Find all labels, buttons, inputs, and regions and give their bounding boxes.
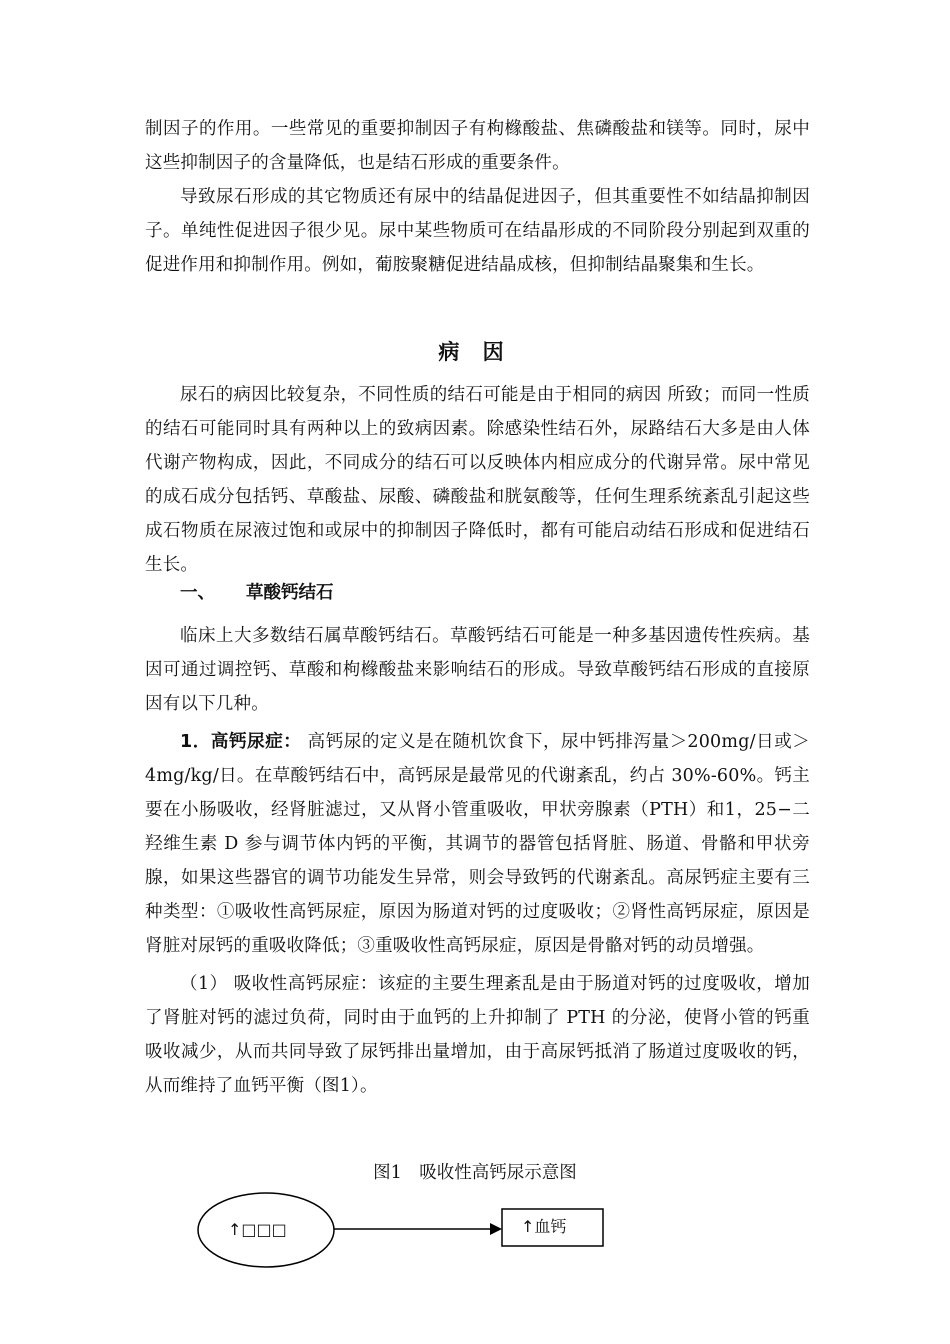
subsection-title: 草酸钙结石 xyxy=(246,583,334,603)
paragraph-calcium-oxalate: 临床上大多数结石属草酸钙结石。草酸钙结石可能是一种多基因遗传性疾病。基因可通过调控钙、草酸和枸橼酸盐来影响结石的形成。导致草酸钙结石形成的直接原因有以下几种。 xyxy=(145,626,810,714)
figure-caption: 图1 吸收性高钙尿示意图 xyxy=(373,1163,577,1183)
diagram-left-label: ↑□□□ xyxy=(228,1220,287,1239)
paragraph-promoters: 导致尿石形成的其它物质还有尿中的结晶促进因子，但其重要性不如结晶抑制因子。单纯性促进因子很少见。尿中某些物质可在结晶形成的不同阶段分别起到双重的促进作用和抑制作用。例如，葡胺聚糖促进结晶成核，但抑制结晶聚集和生长。 xyxy=(145,187,810,275)
item-text: 高钙尿的定义是在随机饮食下，尿中钙排泻量＞200mg/日或＞4mg/kg/日。在草酸钙结石中，高钙尿是最常见的代谢紊乱，约占 30%-60%。钙主要在小肠吸收，经肾脏滤过，又从肾小管重吸收，甲状旁腺素（PTH）和1，25−二羟维生素 D 参与调节体内钙的平衡，其调节的器管包括肾脏、肠道、骨骼和甲状旁腺，如果这些器官的调节功能发生异常，则会导致钙的代谢紊乱。高尿钙症主要有三种类型：①吸收性高钙尿症，原因为肠道对钙的过度吸收；②肾性高钙尿症，原因是肾脏对尿钙的重吸收降低；③重吸收性高钙尿症，原因是骨骼对钙的动员增强。 xyxy=(145,732,811,956)
diagram-right-label: ↑血钙 xyxy=(521,1217,567,1236)
paragraph-etiology: 尿石的病因比较复杂，不同性质的结石可能是由于相同的病因 所致；而同一性质的结石可能同时具有两种以上的致病因素。除感染性结石外，尿路结石大多是由人体代谢产物构成，因此，不同成分的结石可以反映体内相应成分的代谢异常。尿中常见的成石成分包括钙、草酸盐、尿酸、磷酸盐和胱氨酸等，任何生理系统紊乱引起这些成石物质在尿液过饱和或尿中的抑制因子降低时，都有可能启动结石形成和促进结石生长。 xyxy=(145,385,810,575)
paragraph-absorptive: （1） 吸收性高钙尿症：该症的主要生理紊乱是由于肠道对钙的过度吸收，增加了肾脏对钙的滤过负荷，同时由于血钙的上升抑制了 PTH 的分泌，使肾小管的钙重吸收减少，从而共同导致了尿钙排出量增加，由于高尿钙抵消了肠道过度吸收的钙，从而维持了血钙平衡（图1）。 xyxy=(145,974,810,1096)
paragraph-continued: 制因子的作用。一些常见的重要抑制因子有枸橼酸盐、焦磷酸盐和镁等。同时，尿中这些抑制因子的含量降低，也是结石形成的重要条件。 xyxy=(145,119,810,173)
diagram-arrow-head xyxy=(490,1223,502,1235)
section-heading: 病 因 xyxy=(438,340,512,364)
item-lead: 1．高钙尿症： xyxy=(180,732,302,752)
subsection-number: 一、 xyxy=(180,583,215,603)
